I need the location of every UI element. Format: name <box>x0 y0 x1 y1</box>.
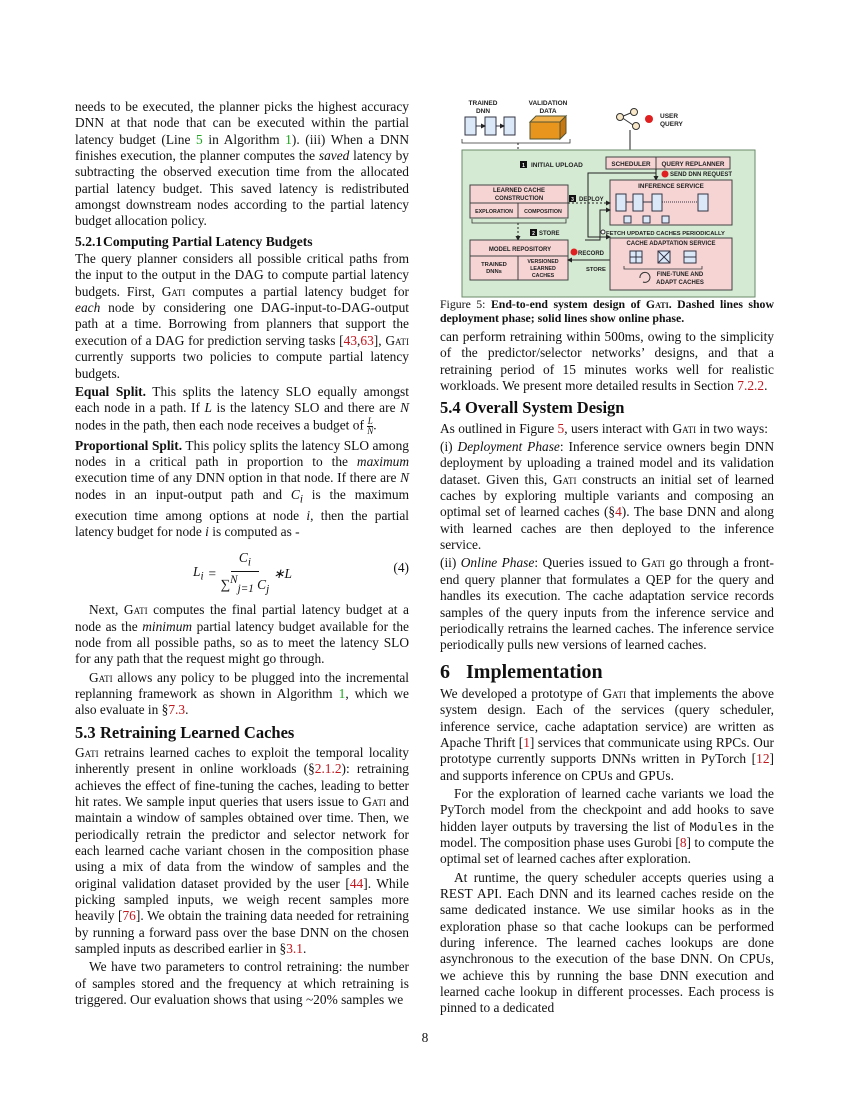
italic-text: maximum <box>356 453 409 469</box>
trained-dnns-label-2: DNNs <box>486 269 502 275</box>
equation-fraction <box>221 550 270 598</box>
system-name: Gati <box>385 332 409 348</box>
citation-link[interactable]: 43 <box>343 332 358 348</box>
exploration-label: EXPLORATION <box>475 209 513 215</box>
text-run: nodes in the path, then each node receives a budget of <box>75 417 368 433</box>
text-run: : Inference service owners begin DNN deployment by uploading a trained model and its validation dataset. Given this, <box>440 439 774 487</box>
italic-text: N <box>400 470 409 486</box>
text-run: . <box>302 941 307 957</box>
subscripted-var: $C_i$ <box>290 486 303 506</box>
equation-4 <box>75 548 409 596</box>
paragraph <box>440 686 774 784</box>
system-name: Gati <box>552 471 577 487</box>
text-run: The query planner considers all possible critical paths from the input to the output in the DAG to compute partial latency budgets. First, <box>75 251 409 299</box>
citation-link[interactable]: 63 <box>360 332 374 348</box>
fine-tune-label-2: ADAPT CACHES <box>656 280 704 286</box>
validation-data-label-2: DATA <box>539 108 557 115</box>
text-run: ): retraining achieves the effect of fine-tuning the caches, leading to better hit rates. We sample input queries that users issue to <box>75 761 409 810</box>
bold-run-in-heading: Equal Split. <box>75 383 146 399</box>
composition-label: COMPOSITION <box>524 209 562 215</box>
figure-caption <box>440 297 774 325</box>
sum-symbol: ∑ <box>220 576 231 592</box>
text-run: and maintain a window of samples obtained over time. Then, we periodically retrain the predictor and selector network for each learned cache variant chosen in the composition phase using a mix of data from the window of samples and the original validation dataset provided by the user [ <box>75 794 409 891</box>
italic-text: minimum <box>142 618 193 634</box>
text-run: As outlined in Figure <box>440 420 558 436</box>
fetch-label: FETCH UPDATED CACHES PERIODICALLY <box>606 231 725 237</box>
text-run: retrains learned caches to exploit the temporal locality inherently present in online workloads (§ <box>75 745 409 777</box>
trained-dnn-label: TRAINED <box>468 100 498 107</box>
text-run: (ii) <box>440 555 461 571</box>
section-title: Implementation <box>466 660 603 683</box>
store-label: STORE <box>539 231 560 237</box>
caption-text: End-to-end system design of <box>490 297 646 311</box>
text-run: constructs an initial set of learned caches by exploring multiple variants and composing an optimal set of learned caches (§ <box>440 471 774 520</box>
system-name: Gati <box>89 669 113 685</box>
text-run: currently supports two policies to compute partial latency budgets. <box>75 349 409 381</box>
paragraph <box>440 329 774 394</box>
citation-link[interactable]: 4 <box>615 504 622 520</box>
text-run: go through a front-end query planner that formulates a QEP for the query and handles its execution. The cache adaptation service records samples of the query inputs from the inference service and periodically retrains the learned caches. The inference service periodically pulls new versions of learned caches. <box>440 555 774 653</box>
text-run: execution time of any DNN option in that node. If there are <box>75 470 401 486</box>
text-run: . <box>185 702 189 718</box>
text-run: ], <box>373 332 386 348</box>
dnn-layers-icon <box>465 117 515 135</box>
system-name: Gati <box>641 555 665 571</box>
italic-text: N <box>400 400 409 416</box>
paragraph <box>75 99 409 230</box>
text-run: For the exploration of learned cache variants we load the PyTorch model from the checkpoint and add hooks to save hidden layer outputs by traversing the list of <box>440 785 774 834</box>
fine-tune-label: FINE-TUNE AND <box>656 272 704 278</box>
text-run: computes a partial latency budget for <box>185 283 409 299</box>
lcc-label: LEARNED CACHE <box>492 188 546 194</box>
caption-gati: Gati <box>645 297 669 311</box>
bold-run-in-heading: Proportional Split. <box>75 437 183 453</box>
initial-upload-label: INITIAL UPLOAD <box>531 162 583 169</box>
italic-text: saved <box>318 148 350 164</box>
send-dnn-request-label: SEND DNN REQUEST <box>670 172 733 178</box>
paragraph <box>440 786 774 868</box>
paragraph <box>75 602 409 667</box>
section-heading <box>440 660 774 683</box>
deploy-label: DEPLOY <box>579 197 604 203</box>
text-run: At runtime, the query scheduler accepts queries using a REST API. Each DNN and its learned caches reside on the same dedicated instance. We use similar hooks as in the exploration phase so that cache lookups can be performed during inference. The learned caches lookups are done asynchronous to the execution of the base DNN. On CPUs, we achieve this by running the base DNN execution and learned cache lookup in different processes. Each process is pinned to a dedicated <box>440 869 774 1016</box>
text-run: is the latency SLO and there are <box>211 400 401 416</box>
section-number: 6 <box>440 660 450 683</box>
left-column <box>75 99 409 1011</box>
paragraph <box>75 670 409 719</box>
page-number: 8 <box>421 1030 429 1045</box>
text-run: ). (iii) When a DNN finishes execution, the planner computes the <box>75 131 410 164</box>
text-run: computes the final partial latency budget at a node as the <box>75 602 409 634</box>
inference-service-label: INFERENCE SERVICE <box>638 183 704 190</box>
citation-link[interactable]: 12 <box>756 751 770 767</box>
system-name: Gati <box>602 685 626 701</box>
step-badge-3-num: 3 <box>571 197 574 203</box>
citation-link[interactable]: 7.3 <box>168 702 186 718</box>
text-run: needs to be executed, the planner picks the highest accuracy DNN at that node that can be executed within the partial latency budget (Line <box>75 99 409 147</box>
text-run: nodes in an input-output path and <box>75 486 291 502</box>
italic-text: i <box>306 507 311 523</box>
subscript: i <box>299 493 303 506</box>
store-label-2: STORE <box>586 267 606 273</box>
algorithm-link[interactable]: 1 <box>285 131 292 147</box>
paragraph <box>440 421 774 437</box>
citation-link[interactable]: 1 <box>523 734 530 750</box>
text-run: . <box>764 378 768 394</box>
system-name: Gati <box>672 420 697 436</box>
denominator: N <box>367 425 374 436</box>
text-run: , <box>357 332 361 348</box>
red-badge-icon <box>662 171 669 178</box>
italic-text: Deployment Phase <box>457 439 560 455</box>
citation-link[interactable]: 76 <box>122 908 136 924</box>
user-query-graph-icon <box>617 109 640 130</box>
section-number: 5.4 <box>440 398 461 418</box>
text-run: ] services that communicate using RPCs. Our prototype currently supports DNNs written in PyTorch [ <box>440 734 774 767</box>
text-run: We developed a prototype of <box>440 685 603 701</box>
trained-dnns-label: TRAINED <box>481 262 507 268</box>
italic-text: Online Phase <box>460 555 535 571</box>
text-run: , then the partial latency budget for node <box>75 507 409 539</box>
citation-link[interactable]: 3.1 <box>286 941 303 957</box>
paragraph <box>75 745 409 957</box>
text-run: ] and supports inference on CPUs and GPUs. <box>440 751 774 783</box>
query-replanner-label: QUERY REPLANNER <box>661 161 725 168</box>
data-cube-icon <box>530 116 566 139</box>
text-run: ] to compute the optimal set of learned caches after exploration. <box>440 834 774 867</box>
step-badge-1-num: 1 <box>522 163 525 169</box>
code-text: Modules <box>689 819 739 834</box>
section-heading <box>440 400 774 416</box>
italic-text: L <box>204 400 212 416</box>
paragraph <box>440 870 774 1017</box>
equation-lhs: $L_i$ <box>193 563 204 583</box>
red-badge-icon <box>571 249 578 256</box>
text-run: , which we also evaluate in § <box>75 685 409 718</box>
equation-body <box>193 550 292 598</box>
caption-label: Figure 5: <box>440 297 486 311</box>
cache-icons <box>630 251 696 263</box>
paragraph <box>440 555 774 653</box>
step-badge-2-num: 2 <box>532 231 535 237</box>
user-query-label-2: QUERY <box>660 121 683 128</box>
text-run: ). The base DNN and along with learned caches are then deployed to the inference service. <box>440 504 774 553</box>
lcc-label-2: CONSTRUCTION <box>494 196 544 202</box>
text-run: (i) <box>440 439 458 455</box>
citation-link[interactable]: 8 <box>679 834 687 850</box>
paragraph <box>75 438 409 541</box>
text-run: latency by subtracting the observed execution time from the allocated partial latency budget. This saved latency is redistributed amongst downstream nodes according to the partial latency budget allocation policy. <box>75 148 409 229</box>
text-run: ]. We obtain the training data needed for retraining by running a forward pass over the base DNN on the chosen sampled inputs as described earlier in § <box>75 908 409 957</box>
paragraph <box>75 384 409 436</box>
section-title: Computing Partial Latency Budgets <box>103 233 313 249</box>
text-run: : Queries issued to <box>534 555 642 571</box>
text-run: node by considering one DAG-input-to-DAG-output path at a time. Borrowing from planners that support the execution of a DAG for prediction serving tasks [ <box>75 300 409 348</box>
caption-text-2: . Dashed lines show deployment phase; solid lines show online phase. <box>440 297 774 325</box>
text-run: ]. While picking sampled inputs, we weigh recent samples more heavily [ <box>75 875 409 924</box>
numerator: $C_i$ <box>231 550 259 572</box>
text-run: . <box>373 417 377 433</box>
text-run: partial latency budget available for the node from all possible paths, so as to meet the latency SLO for any path that the request might go through. <box>75 618 409 667</box>
system-name: Gati <box>123 602 148 618</box>
section-title: Overall System Design <box>465 398 625 418</box>
cache-adaptation-label: CACHE ADAPTATION SERVICE <box>626 241 716 247</box>
sum-lower: j=1 <box>237 583 254 596</box>
user-query-label: USER <box>660 113 679 120</box>
paragraph <box>440 439 774 553</box>
right-column <box>440 329 774 1019</box>
text-run: , users interact with <box>564 420 673 436</box>
text-run: is the maximum execution time among options at node <box>75 486 409 523</box>
denominator-var: $C_j$ <box>253 576 270 596</box>
section-title: Retraining Learned Caches <box>100 722 295 742</box>
text-run: allows any policy to be plugged into the incremental replanning framework as shown in Algorithm <box>75 669 409 701</box>
red-badge-icon <box>645 115 653 123</box>
text-run: in two ways: <box>696 420 768 436</box>
text-run: that implements the above system design. Each of the services (query scheduler, inference service, cache adaptation service) are written as Apache Thrift [ <box>440 685 774 750</box>
italic-text: each <box>75 300 101 316</box>
section-heading <box>75 722 409 742</box>
section-number: 5.3 <box>75 722 96 742</box>
system-name: Gati <box>362 794 386 810</box>
figure-5-system-design <box>440 95 770 300</box>
text-run: This splits the latency SLO equally amongst each node in a path. If <box>75 383 409 416</box>
model-repository-label: MODEL REPOSITORY <box>488 247 552 253</box>
record-label: RECORD <box>578 251 605 257</box>
equation-number: (4) <box>393 560 409 576</box>
versioned-label: VERSIONED <box>527 259 559 265</box>
text-run: in the model. The composition phase uses Gurobi [ <box>440 818 774 850</box>
versioned-label-3: CACHES <box>531 273 555 279</box>
text-run: in Algorithm <box>202 131 286 147</box>
section-number: 5.2.1 <box>75 233 103 249</box>
system-name: Gati <box>161 283 186 299</box>
text-run: is computed as - <box>208 523 300 539</box>
algorithm-link[interactable]: 5 <box>196 131 203 147</box>
system-name: Gati <box>75 745 99 761</box>
text-run: can perform retraining within 500ms, owing to the simplicity of the predictor/selector networks’ designs, and that a retraining period of 15 minutes works well for realistic workloads. We present more detailed results in Section <box>440 329 774 394</box>
subscript: j <box>266 583 270 596</box>
scheduler-label: SCHEDULER <box>611 161 651 168</box>
trained-dnn-label-2: DNN <box>475 108 491 115</box>
subscript: i <box>247 556 251 569</box>
sum-upper: N <box>230 574 238 587</box>
paragraph <box>75 251 409 382</box>
section-heading <box>75 234 409 250</box>
text-run: We have two parameters to control retraining: the number of samples stored and the frequency at which retraining is triggered. Our evaluation shows that using ~20% samples we <box>75 959 409 1008</box>
citation-link[interactable]: 7.2.2 <box>737 378 765 394</box>
citation-link[interactable]: 5 <box>557 420 565 436</box>
numerator: L <box>367 415 373 426</box>
citation-link[interactable]: 44 <box>349 875 364 891</box>
paragraph <box>75 959 409 1008</box>
equation-rhs: ∗L <box>273 565 292 581</box>
text-run: This policy splits the latency SLO among nodes in a critical path in proportion to the <box>75 437 409 469</box>
citation-link[interactable]: 2.1.2 <box>314 761 342 777</box>
italic-text: i <box>205 523 209 539</box>
denominator <box>221 572 270 597</box>
equals-sign: = <box>207 565 217 581</box>
text-run: Next, <box>89 602 124 618</box>
algorithm-link[interactable]: 1 <box>338 685 346 701</box>
subscript: i <box>200 570 204 583</box>
validation-data-label: VALIDATION <box>528 100 568 107</box>
versioned-label-2: LEARNED <box>530 266 556 272</box>
